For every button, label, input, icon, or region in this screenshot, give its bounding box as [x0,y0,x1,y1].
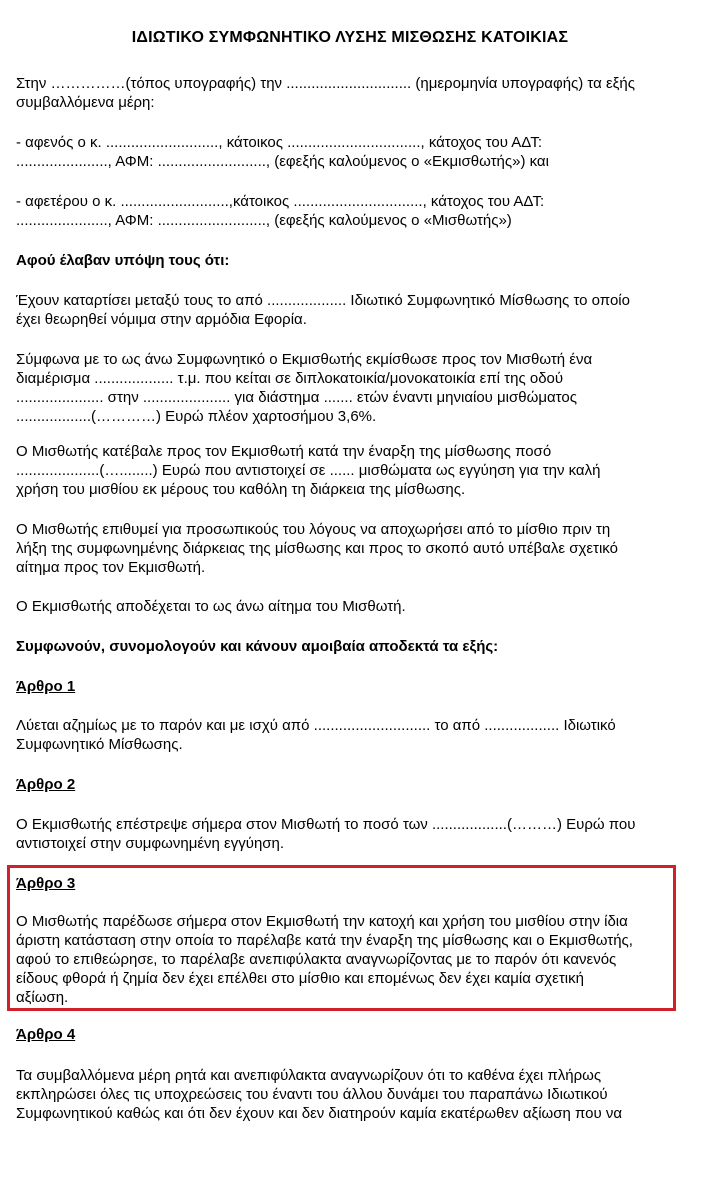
text-line: συμβαλλόμενα μέρη: [16,94,155,111]
paragraph-lease-terms [16,350,676,426]
text-line: Σύμφωνα με το ως άνω Συμφωνητικό ο Εκμισθωτής εκμίσθωσε προς τον Μισθωτή ένα [16,351,593,368]
text-line: αξίωση. [16,989,69,1006]
text-line: ..................... στην ..................... για διάστημα ....... ετών έναντι μηνιαίου μισθώματος [16,389,577,406]
text-line: χρήση του μισθίου εκ μέρους του καθόλη τη διάρκεια της μίσθωσης. [16,481,466,498]
text-line: Ο Εκμισθωτής επέστρεψε σήμερα στον Μισθωτή το ποσό των ..................(………) Ευρώ που [16,816,636,833]
text-line: εκπληρώσει όλες τις υποχρεώσεις του έναντι του άλλου δυνάμει του παραπάνω Ιδιωτικού [16,1086,608,1103]
article-2-text [16,815,676,853]
article-2-heading: Άρθρο 2 [16,776,76,793]
text-line: είδους φθορά ή ζημία δεν έχει επέλθει στο μίσθιο και επομένως δεν έχει καμία σχετική [16,970,584,987]
paragraph-existing-lease [16,291,676,329]
article-1-heading: Άρθρο 1 [16,678,76,695]
text-line: Στην ……………(τόπος υπογραφής) την .............................. (ημερομηνία υπογραφής) τα εξής [16,75,635,92]
text-line: Συμφωνητικού καθώς και ότι δεν έχουν και δεν διατηρούν καμία εκατέρωθεν αξίωση που να [16,1105,623,1122]
text-line: Τα συμβαλλόμενα μέρη ρητά και ανεπιφύλακτα αναγνωρίζουν ότι το καθένα έχει πλήρως [16,1067,602,1084]
article-1-text [16,716,676,754]
text-line: Ο Μισθωτής παρέδωσε σήμερα στον Εκμισθωτή την κατοχή και χρήση του μισθίου στην ίδια [16,913,628,930]
article-4-heading: Άρθρο 4 [16,1026,76,1043]
article-4-text [16,1066,676,1123]
text-line: αντιστοιχεί στην συμφωνημένη εγγύηση. [16,835,285,852]
text-line: Ο Μισθωτής επιθυμεί για προσωπικούς του λόγους να αποχωρήσει από το μίσθιο πριν τη [16,521,611,538]
text-line: Έχουν καταρτίσει μεταξύ τους το από ................... Ιδιωτικό Συμφωνητικό Μίσθωσης το οποίο [16,292,630,309]
text-line: άριστη κατάσταση στην οποία το παρέλαβε κατά την έναρξη της μίσθωσης και ο Εκμισθωτής, [16,932,633,949]
paragraph-acceptance [16,597,676,616]
text-line: ....................(…........) Ευρώ που αντιστοιχεί σε ...... μισθώματα ως εγγύηση για την καλή [16,462,601,479]
party-lessee [16,192,676,230]
text-line: Λύεται αζημίως με το παρόν και με ισχύ από ............................ το από .................. Ιδιωτικό [16,717,616,734]
article-3-text [16,912,676,1007]
text-line: - αφενός ο κ. ..........................., κάτοικος ................................, κάτοχος του ΑΔΤ: [16,134,543,151]
text-line: Συμφωνητικό Μίσθωσης. [16,736,183,753]
text-line: - αφετέρου ο κ. ..........................,κάτοικος ..............................., κάτοχος του ΑΔΤ: [16,193,545,210]
intro-paragraph [16,74,676,112]
text-line: ..................(…………) Ευρώ πλέον χαρτοσήμου 3,6%. [16,408,377,425]
text-line: έχει θεωρηθεί νόμιμα στην αρμόδια Εφορία. [16,311,307,328]
paragraph-early-termination [16,520,676,577]
document-title: ΙΔΙΩΤΙΚΟ ΣΥΜΦΩΝΗΤΙΚΟ ΛΥΣΗΣ ΜΙΣΘΩΣΗΣ ΚΑΤΟΙΚΙΑΣ [131,29,569,46]
agreement-heading: Συμφωνούν, συνομολογούν και κάνουν αμοιβαία αποδεκτά τα εξής: [16,638,499,655]
text-line: ......................, ΑΦΜ: .........................., (εφεξής καλούμενος ο «Μισθωτής») [16,212,512,229]
party-lessor [16,133,676,171]
text-line: αίτημα προς τον Εκμισθωτή. [16,559,206,576]
text-line: Ο Εκμισθωτής αποδέχεται το ως άνω αίτημα του Μισθωτή. [16,598,406,615]
paragraph-deposit [16,442,676,499]
text-line: αφού το επιθεώρησε, το παρέλαβε ανεπιφύλακτα αναγνωρίζοντας με το παρόν ότι κανενός [16,951,617,968]
article-3-heading: Άρθρο 3 [16,875,76,892]
considering-heading: Αφού έλαβαν υπόψη τους ότι: [16,252,230,269]
text-line: ......................, ΑΦΜ: .........................., (εφεξής καλούμενος ο «Εκμισθωτής») και [16,153,549,170]
text-line: Ο Μισθωτής κατέβαλε προς τον Εκμισθωτή κατά την έναρξη της μίσθωσης ποσό [16,443,552,460]
text-line: λήξη της συμφωνημένης διάρκειας της μίσθωσης και προς το σκοπό αυτό υπέβαλε σχετικό [16,540,618,557]
text-line: διαμέρισμα ................... τ.μ. που κείται σε διπλοκατοικία/μονοκατοικία επί της οδού [16,370,564,387]
